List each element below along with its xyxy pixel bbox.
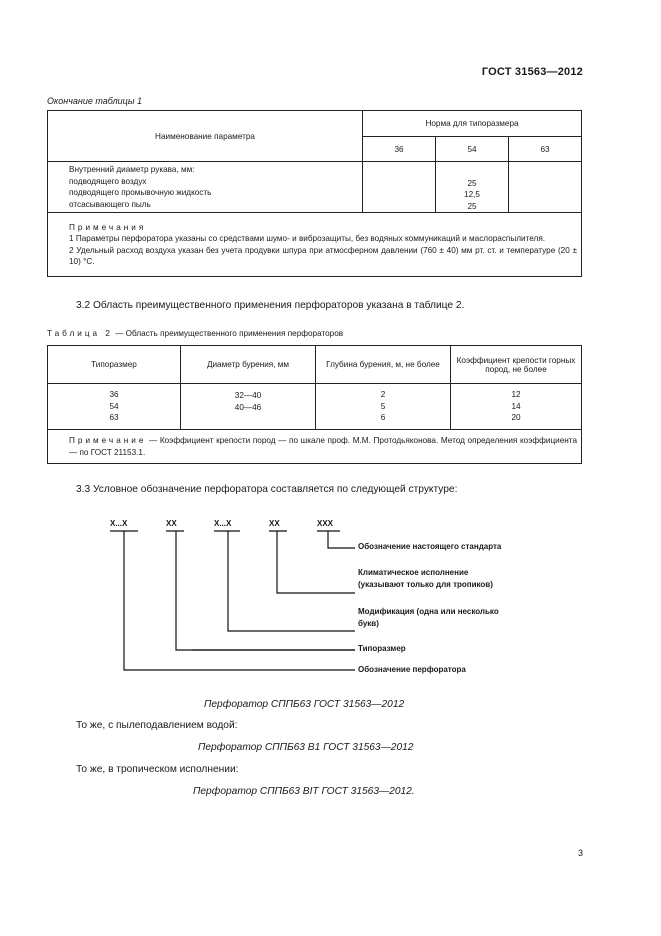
notes-title: Примечания [69,222,147,232]
table1-caption: Окончание таблицы 1 [47,96,142,106]
code-modification: Х...Х [214,519,232,528]
t2-header: Типоразмер [48,346,181,384]
size-54-header: 54 [436,137,509,162]
code-size: ХХ [166,519,177,528]
cell-line: 63 [109,413,119,423]
param-line: подводящего воздух [69,176,147,186]
t2-header: Глубина бурения, м, не более [316,346,451,384]
label-modification-2: букв) [358,619,379,628]
example-2: Перфоратор СППБ63 В1 ГОСТ 31563—2012 [198,742,414,753]
param-line: подводящего промывочную жидкость [69,188,212,197]
cell-line: 54 [109,401,119,411]
value-line: 12,5 [464,190,480,199]
label-climate-note: (указывают только для тропиков) [358,580,493,589]
note-title: Примечание [69,436,147,445]
label-size: Типоразмер [358,644,406,653]
label-designation: Обозначение перфоратора [358,665,466,674]
value-line: 25 [467,178,477,188]
table2-caption-text: — Область преимущественного применения перфораторов [112,329,344,338]
value-line: 25 [467,201,477,211]
example-3: Перфоратор СППБ63 ВIТ ГОСТ 31563—2012. [193,786,415,797]
cell-line: 14 [511,401,521,411]
code-climate: ХХ [269,519,280,528]
page-number: 3 [577,848,583,858]
t2-header: Диаметр бурения, мм [181,346,316,384]
cell-line: 5 [380,401,386,411]
code-designation: Х...Х [110,519,128,528]
standard-header: ГОСТ 31563—2012 [481,66,583,78]
cell-line: 40—46 [234,402,262,412]
cell-line: 6 [380,413,386,423]
note-1: 1 Параметры перфоратора указаны со средствами шумо- и виброзащиты, без водяных коммуникаций и маслораспылителя. [69,234,546,243]
note-text: — Коэффициент крепости пород — по шкале проф. М.М. Протодьяконова. Метод определения коэффициента — по ГОСТ 21153.1. [69,436,577,457]
label-modification: Модификация (одна или несколько [358,607,499,616]
norm-header: Норма для типоразмера [363,111,582,137]
size-36-header: 36 [363,137,436,162]
table2-caption-prefix: Таблица 2 [47,329,113,338]
note-2: 2 Удельный расход воздуха указан без учета продувки шпура при атмосферном давлении (760 ± 40) мм рт. ст. и температуре (20 ± 10) °С. [69,245,577,266]
label-standard: Обозначение настоящего стандарта [358,542,502,551]
cell-line: 20 [511,413,521,423]
example-3-intro: То же, в тропическом исполнении: [76,764,239,775]
cell-line: 32—40 [234,391,262,400]
size-63-header: 63 [509,137,582,162]
example-2-intro: То же, с пылеподавлением водой: [76,720,238,731]
label-climate: Климатическое исполнение [358,568,469,577]
cell-line: 12 [511,390,521,400]
example-1: Перфоратор СППБ63 ГОСТ 31563—2012 [204,699,405,710]
cell-line: 2 [380,390,386,400]
paragraph-3-2: 3.2 Область преимущественного применения перфораторов указана в таблице 2. [76,300,465,311]
t2-header: Коэффициент крепости горных пород, не более [451,346,582,384]
param-line: Внутренний диаметр рукава, мм: [69,165,195,174]
param-header: Наименование параметра [48,111,363,162]
code-standard: ХХХ [317,519,334,528]
paragraph-3-3: 3.3 Условное обозначение перфоратора составляется по следующей структуре: [76,484,458,495]
param-line: отсасывающего пыль [69,199,151,209]
cell-line: 36 [109,390,119,400]
